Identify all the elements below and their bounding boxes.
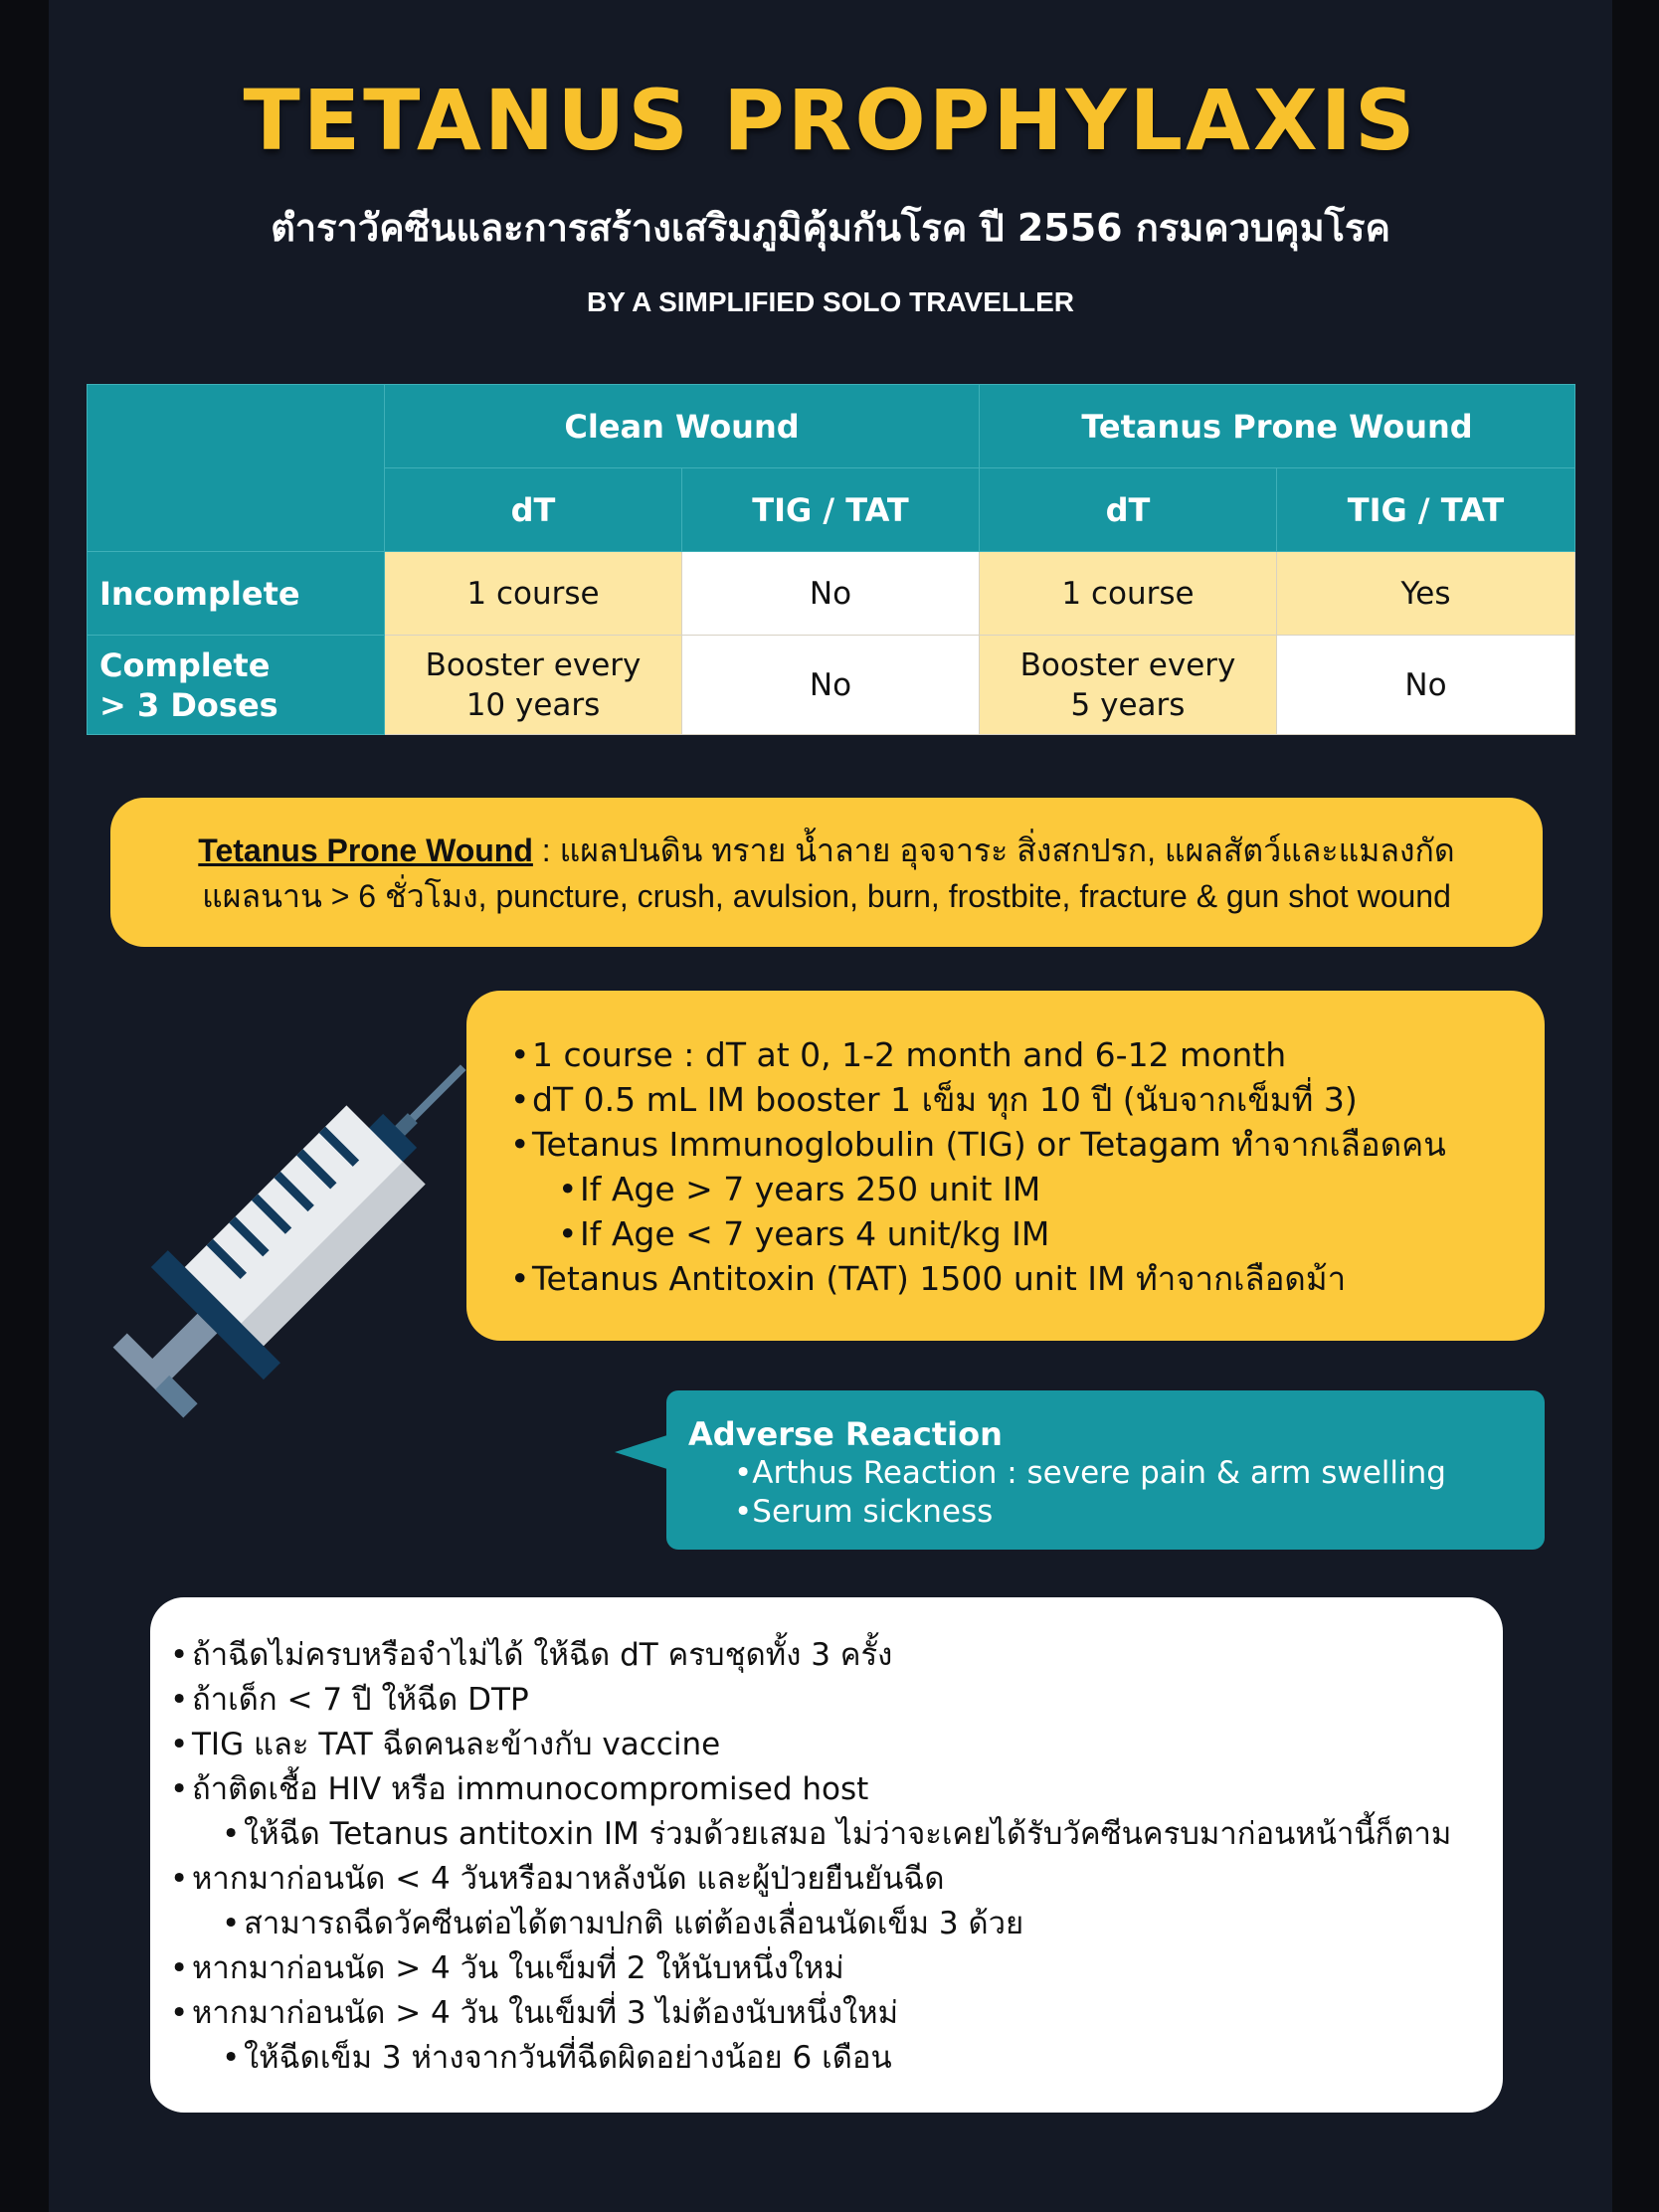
list-item bbox=[170, 1723, 1503, 1767]
subheader-prone-dt: dT bbox=[980, 468, 1277, 552]
bullet-icon: • bbox=[170, 1995, 189, 2031]
list-item-text: ถ้าติดเชื้อ HIV หรือ immunocompromised host bbox=[192, 1771, 869, 1807]
list-item bbox=[688, 1493, 1545, 1532]
callout-tail bbox=[615, 1434, 670, 1470]
header-clean-wound: Clean Wound bbox=[385, 385, 980, 468]
list-item bbox=[170, 1767, 1503, 1812]
bullet-icon: • bbox=[558, 1170, 578, 1208]
bullet-icon: • bbox=[170, 1861, 189, 1897]
list-item-text: หากมาก่อนนัด > 4 วัน ในเข็มที่ 3 ไม่ต้องนับหนึ่งใหม่ bbox=[192, 1995, 899, 2031]
prone-wound-box bbox=[110, 798, 1543, 947]
list-item bbox=[170, 2036, 1503, 2081]
subheader-clean-tig: TIG / TAT bbox=[682, 468, 980, 552]
list-item bbox=[510, 1122, 1545, 1167]
notes-box bbox=[150, 1597, 1503, 2113]
bullet-icon: • bbox=[222, 1906, 241, 1941]
bullet-icon: • bbox=[222, 2040, 241, 2076]
list-item bbox=[170, 1812, 1503, 1857]
course-box bbox=[466, 991, 1545, 1341]
subheader-clean-dt: dT bbox=[385, 468, 682, 552]
bullet-icon: • bbox=[510, 1125, 530, 1164]
cell-complete-prone-dt-line1: Booster every bbox=[1019, 646, 1236, 683]
syringe-needle bbox=[404, 1064, 465, 1126]
page-title: TETANUS PROPHYLAXIS bbox=[243, 72, 1418, 169]
list-item-text: TIG และ TAT ฉีดคนละข้างกับ vaccine bbox=[192, 1727, 721, 1762]
list-item bbox=[510, 1167, 1545, 1211]
prone-wound-line1 bbox=[110, 828, 1543, 873]
bullet-icon: • bbox=[170, 1727, 189, 1762]
list-item-text: 1 course : dT at 0, 1-2 month and 6-12 month bbox=[532, 1035, 1287, 1074]
cell-complete-clean-dt-line1: Booster every bbox=[425, 646, 642, 683]
byline: BY A SIMPLIFIED SOLO TRAVELLER bbox=[586, 286, 1075, 317]
list-item-text: Tetanus Antitoxin (TAT) 1500 unit IM ทำจากเลือดม้า bbox=[532, 1259, 1347, 1298]
cell-incomplete-clean-tig: No bbox=[682, 552, 980, 636]
list-item bbox=[170, 1633, 1503, 1678]
cell-incomplete-prone-tig: Yes bbox=[1277, 552, 1575, 636]
list-item-text: หากมาก่อนนัด > 4 วัน ในเข็มที่ 2 ให้นับหนึ่งใหม่ bbox=[192, 1950, 844, 1986]
list-item-text: ถ้าฉีดไม่ครบหรือจำไม่ได้ ให้ฉีด dT ครบชุดทั้ง 3 ครั้ง bbox=[192, 1637, 893, 1673]
subheader-prone-tig: TIG / TAT bbox=[1277, 468, 1575, 552]
bullet-icon: • bbox=[222, 1816, 241, 1852]
bullet-icon: • bbox=[734, 1455, 753, 1491]
row-label-complete-line1: Complete bbox=[99, 645, 271, 684]
table-row bbox=[88, 552, 1575, 636]
bullet-icon: • bbox=[734, 1494, 753, 1530]
bullet-icon: • bbox=[510, 1035, 530, 1074]
bullet-icon: • bbox=[558, 1214, 578, 1253]
cell-complete-clean-tig: No bbox=[682, 636, 980, 735]
list-item-text: ให้ฉีดเข็ม 3 ห่างจากวันที่ฉีดผิดอย่างน้อย 6 เดือน bbox=[244, 2040, 892, 2076]
list-item bbox=[510, 1077, 1545, 1122]
list-item-text: If Age > 7 years 250 unit IM bbox=[580, 1170, 1041, 1208]
list-item bbox=[170, 1857, 1503, 1902]
list-item bbox=[170, 1991, 1503, 2036]
bullet-icon: • bbox=[170, 1771, 189, 1807]
prone-wound-line2: แผลนาน > 6 ชั่วโมง, puncture, crush, avulsion, burn, frostbite, fracture & gun shot wound bbox=[202, 878, 1451, 914]
prone-wound-definition: : แผลปนดิน ทราย น้ำลาย อุจจาระ สิ่งสกปรก, แผลสัตว์และแมลงกัด bbox=[532, 832, 1455, 868]
page-subtitle: ตำราวัคซีนและการสร้างเสริมภูมิคุ้มกันโรค ปี 2556 กรมควบคุมโรค bbox=[271, 206, 1390, 250]
list-item bbox=[510, 1256, 1545, 1301]
bullet-icon: • bbox=[170, 1682, 189, 1718]
row-label-complete-line2: > 3 Doses bbox=[99, 685, 278, 724]
list-item-text: Serum sickness bbox=[752, 1494, 994, 1530]
list-item-text: Arthus Reaction : severe pain & arm swelling bbox=[752, 1455, 1446, 1491]
list-item bbox=[510, 1032, 1545, 1077]
list-item-text: Tetanus Immunoglobulin (TIG) or Tetagam ทำจากเลือดคน bbox=[532, 1125, 1446, 1164]
list-item bbox=[170, 1902, 1503, 1946]
prone-wound-term: Tetanus Prone Wound bbox=[198, 832, 533, 868]
list-item bbox=[510, 1211, 1545, 1256]
bullet-icon: • bbox=[170, 1637, 189, 1673]
cell-complete-clean-dt bbox=[385, 636, 682, 735]
list-item bbox=[688, 1454, 1545, 1493]
cell-complete-prone-dt bbox=[980, 636, 1277, 735]
header-prone-wound: Tetanus Prone Wound bbox=[980, 385, 1575, 468]
table-corner-cell bbox=[88, 385, 385, 552]
table-row bbox=[88, 636, 1575, 735]
list-item-text: หากมาก่อนนัด < 4 วันหรือมาหลังนัด และผู้ป่วยยืนยันฉีด bbox=[192, 1861, 945, 1897]
cell-complete-prone-dt-line2: 5 years bbox=[1070, 686, 1186, 723]
adverse-reaction-heading: Adverse Reaction bbox=[688, 1415, 1003, 1453]
list-item-text: สามารถฉีดวัคซีนต่อได้ตามปกติ แต่ต้องเลื่อนนัดเข็ม 3 ด้วย bbox=[244, 1906, 1024, 1941]
list-item-text: ถ้าเด็ก < 7 ปี ให้ฉีด DTP bbox=[192, 1682, 529, 1718]
cell-complete-clean-dt-line2: 10 years bbox=[465, 686, 601, 723]
adverse-reaction-box bbox=[666, 1390, 1545, 1550]
list-item-text: If Age < 7 years 4 unit/kg IM bbox=[580, 1214, 1050, 1253]
cell-incomplete-clean-dt: 1 course bbox=[385, 552, 682, 636]
course-list bbox=[510, 1032, 1545, 1301]
bullet-icon: • bbox=[170, 1950, 189, 1986]
cell-incomplete-prone-dt: 1 course bbox=[980, 552, 1277, 636]
row-label-complete bbox=[88, 636, 385, 735]
list-item bbox=[170, 1946, 1503, 1991]
list-item-text: ให้ฉีด Tetanus antitoxin IM ร่วมด้วยเสมอ ไม่ว่าจะเคยได้รับวัคซีนครบมาก่อนหน้านี้ก็ตาม bbox=[244, 1816, 1452, 1852]
syringe-icon bbox=[89, 1024, 506, 1462]
row-label-incomplete: Incomplete bbox=[88, 552, 385, 636]
bullet-icon: • bbox=[510, 1080, 530, 1119]
cell-complete-prone-tig: No bbox=[1277, 636, 1575, 735]
list-item bbox=[170, 1678, 1503, 1723]
infographic-page bbox=[49, 0, 1612, 2212]
bullet-icon: • bbox=[510, 1259, 530, 1298]
prophylaxis-table bbox=[87, 384, 1575, 735]
list-item-text: dT 0.5 mL IM booster 1 เข็ม ทุก 10 ปี (นับจากเข็มที่ 3) bbox=[532, 1080, 1358, 1119]
